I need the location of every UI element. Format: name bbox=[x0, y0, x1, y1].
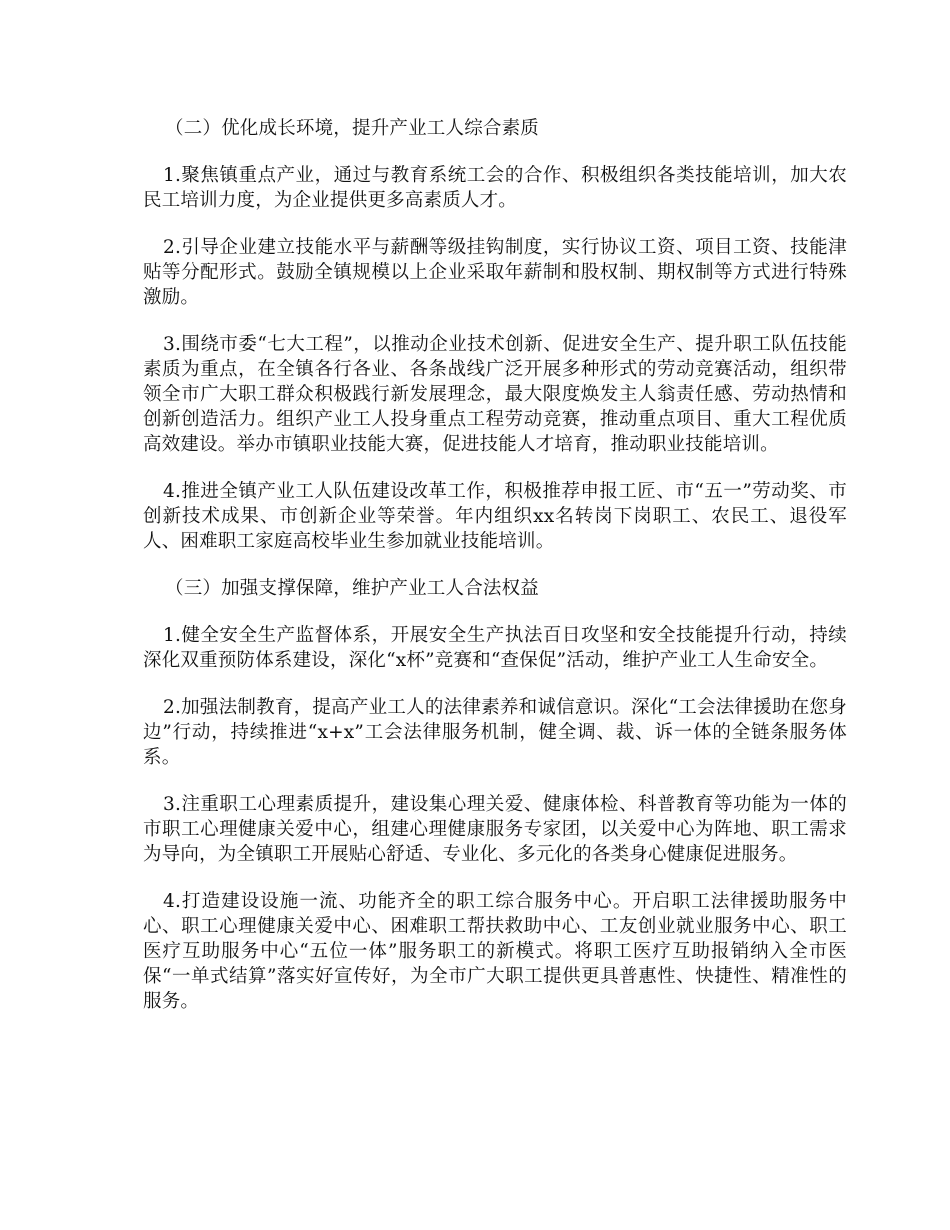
paragraph: 3.围绕市委“七大工程”，以推动企业技术创新、促进安全生产、提升职工队伍技能素质为重点，在全镇各行各业、各条战线广泛开展多种形式的劳动竞赛活动，组织带领全市广大职工群众积极践行新发展理念，最大限度焕发主人翁责任感、劳动热情和创新创造活力。组织产业工人投身重点工程劳动竞赛，推动重点项目、重大工程优质高效建设。举办市镇职业技能大赛，促进技能人才培育，推动职业技能培训。 bbox=[143, 334, 847, 455]
paragraph: 4.打造建设设施一流、功能齐全的职工综合服务中心。开启职工法律援助服务中心、职工心理健康关爱中心、困难职工帮扶救助中心、工友创业就业服务中心、职工医疗互助服务中心“五位一体”服务职工的新模式。将职工医疗互助报销纳入全市医保“一单式结算”落实好宣传好，为全市广大职工提供更具普惠性、快捷性、精准性的服务。 bbox=[143, 891, 847, 1012]
paragraph: 1.聚焦镇重点产业，通过与教育系统工会的合作、积极组织各类技能培训，加大农民工培训力度，为企业提供更多高素质人才。 bbox=[143, 165, 847, 211]
document-body bbox=[143, 116, 847, 1036]
section-2 bbox=[143, 116, 847, 554]
paragraph: 2.引导企业建立技能水平与薪酬等级挂钩制度，实行协议工资、项目工资、技能津贴等分配形式。鼓励全镇规模以上企业采取年薪制和股权制、期权制等方式进行特殊激励。 bbox=[143, 237, 847, 308]
paragraph: 1.健全安全生产监督体系，开展安全生产执法百日攻坚和安全技能提升行动，持续深化双重预防体系建设，深化“x杯”竞赛和“查保促”活动，维护产业工人生命安全。 bbox=[143, 625, 847, 671]
section-heading: （二）优化成长环境，提升产业工人综合素质 bbox=[165, 118, 540, 139]
paragraph: 2.加强法制教育，提高产业工人的法律素养和诚信意识。深化“工会法律援助在您身边”行动，持续推进“x+x”工会法律服务机制，健全调、裁、诉一体的全链条服务体系。 bbox=[143, 697, 847, 768]
paragraph: 4.推进全镇产业工人队伍建设改革工作，积极推荐申报工匠、市“五一”劳动奖、市创新技术成果、市创新企业等荣誉。年内组织xx名转岗下岗职工、农民工、退役军人、困难职工家庭高校毕业生参加就业技能培训。 bbox=[143, 481, 847, 552]
section-3 bbox=[143, 576, 847, 1014]
paragraph: 3.注重职工心理素质提升，建设集心理关爱、健康体检、科普教育等功能为一体的市职工心理健康关爱中心，组建心理健康服务专家团，以关爱中心为阵地、职工需求为导向，为全镇职工开展贴心舒适、专业化、多元化的各类身心健康促进服务。 bbox=[143, 794, 847, 865]
section-heading: （三）加强支撑保障，维护产业工人合法权益 bbox=[165, 578, 540, 599]
